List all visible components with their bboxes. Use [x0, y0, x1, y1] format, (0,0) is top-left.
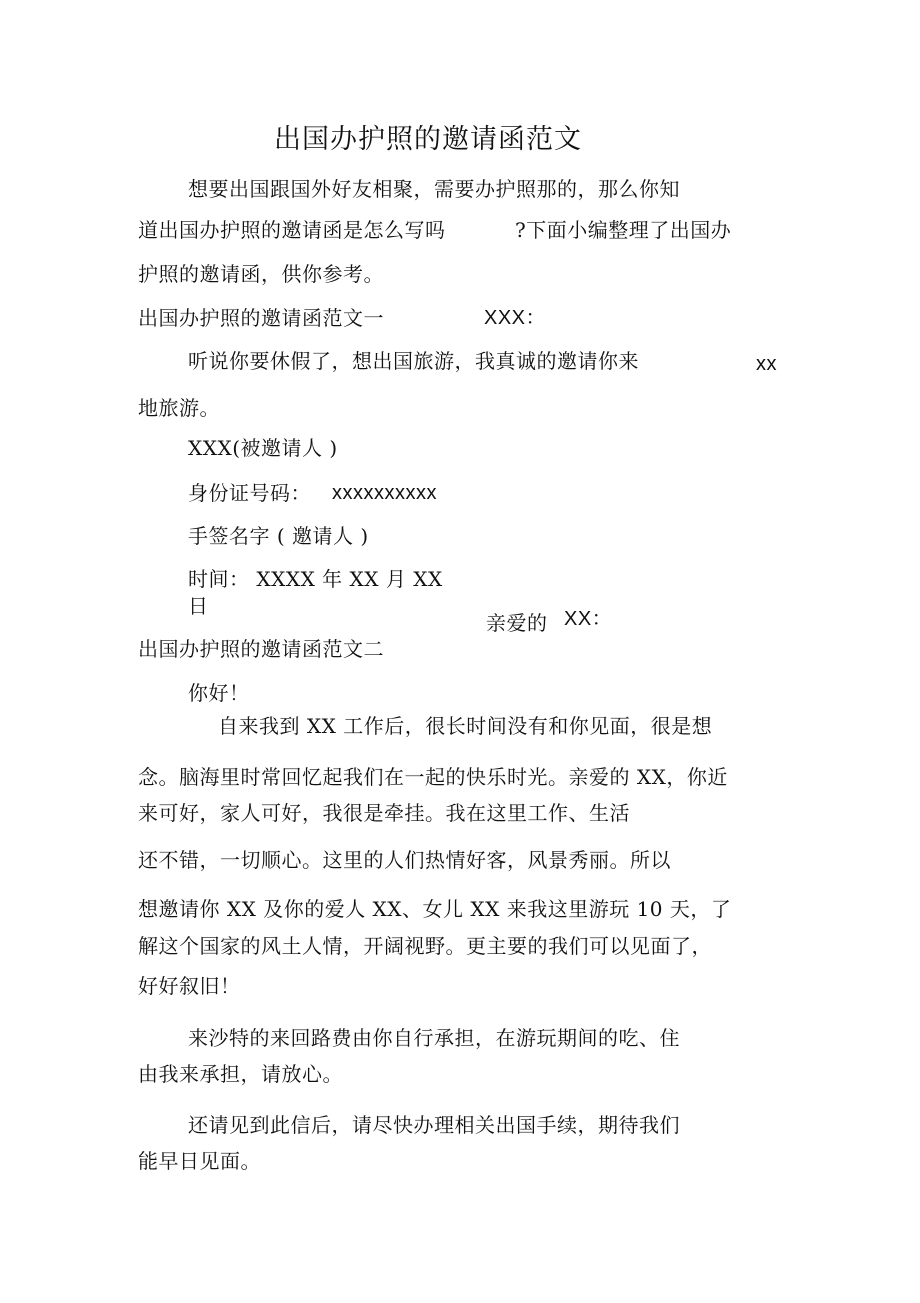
- sample1-invitee: XXX(被邀请人 ): [188, 436, 338, 460]
- sample2-paragraph-1-line-7: 好好叙旧！: [138, 974, 241, 998]
- sample2-paragraph-1-line-4: 还不错，一切顺心。这里的人们热情好客，风景秀丽。所以: [138, 848, 671, 872]
- intro-line-3: 护照的邀请函，供你参考。: [138, 262, 384, 286]
- sample1-body-line-2: 地旅游。: [138, 396, 220, 420]
- sample2-paragraph-3-line-2: 能早日见面。: [138, 1149, 261, 1173]
- sample2-salutation-b: XX：: [564, 608, 613, 630]
- sample1-date-line-1: 时间： XXXX 年 XX 月 XX: [188, 567, 443, 591]
- sample1-id-value: xxxxxxxxxx: [332, 482, 437, 504]
- sample1-heading: 出国办护照的邀请函范文一: [138, 306, 384, 330]
- sample1-date-line-2: 日: [188, 594, 209, 618]
- sample2-paragraph-2-line-1: 来沙特的来回路费由你自行承担，在游玩期间的吃、住: [188, 1026, 680, 1050]
- sample2-paragraph-1-line-5: 想邀请你 XX 及你的爱人 XX、女儿 XX 来我这里游玩 10 天，了: [138, 897, 732, 921]
- sample1-body-xx: xx: [756, 353, 777, 375]
- sample1-salutation: XXX：: [484, 307, 547, 329]
- sample2-paragraph-3-line-1: 还请见到此信后，请尽快办理相关出国手续，期待我们: [188, 1113, 680, 1137]
- sample1-id-label: 身份证号码：: [188, 481, 311, 505]
- intro-line-2b: ?下面小编整理了出国办: [515, 218, 732, 242]
- sample2-paragraph-1-line-3: 来可好，家人可好，我很是牵挂。我在这里工作、生活: [138, 801, 630, 825]
- sample2-paragraph-2-line-2: 由我来承担，请放心。: [138, 1062, 343, 1086]
- sample1-body-line-1: 听说你要休假了，想出国旅游，我真诚的邀请你来: [188, 349, 639, 373]
- document-title: 出国办护照的邀请函范文: [274, 124, 582, 155]
- sample2-paragraph-1-line-2: 念。脑海里时常回忆起我们在一起的快乐时光。亲爱的 XX，你近: [138, 765, 728, 789]
- sample1-signature: 手签名字 ( 邀请人 ): [188, 524, 369, 548]
- intro-line-1: 想要出国跟国外好友相聚，需要办护照那的，那么你知: [188, 177, 680, 201]
- sample2-salutation-a: 亲爱的: [486, 611, 548, 635]
- sample2-paragraph-1-line-1: 自来我到 XX 工作后，很长时间没有和你见面，很是想: [218, 714, 713, 738]
- sample2-greeting: 你好！: [188, 681, 250, 705]
- intro-line-2a: 道出国办护照的邀请函是怎么写吗: [138, 218, 446, 242]
- sample2-heading: 出国办护照的邀请函范文二: [138, 637, 384, 661]
- sample2-paragraph-1-line-6: 解这个国家的风土人情，开阔视野。更主要的我们可以见面了，: [138, 934, 712, 958]
